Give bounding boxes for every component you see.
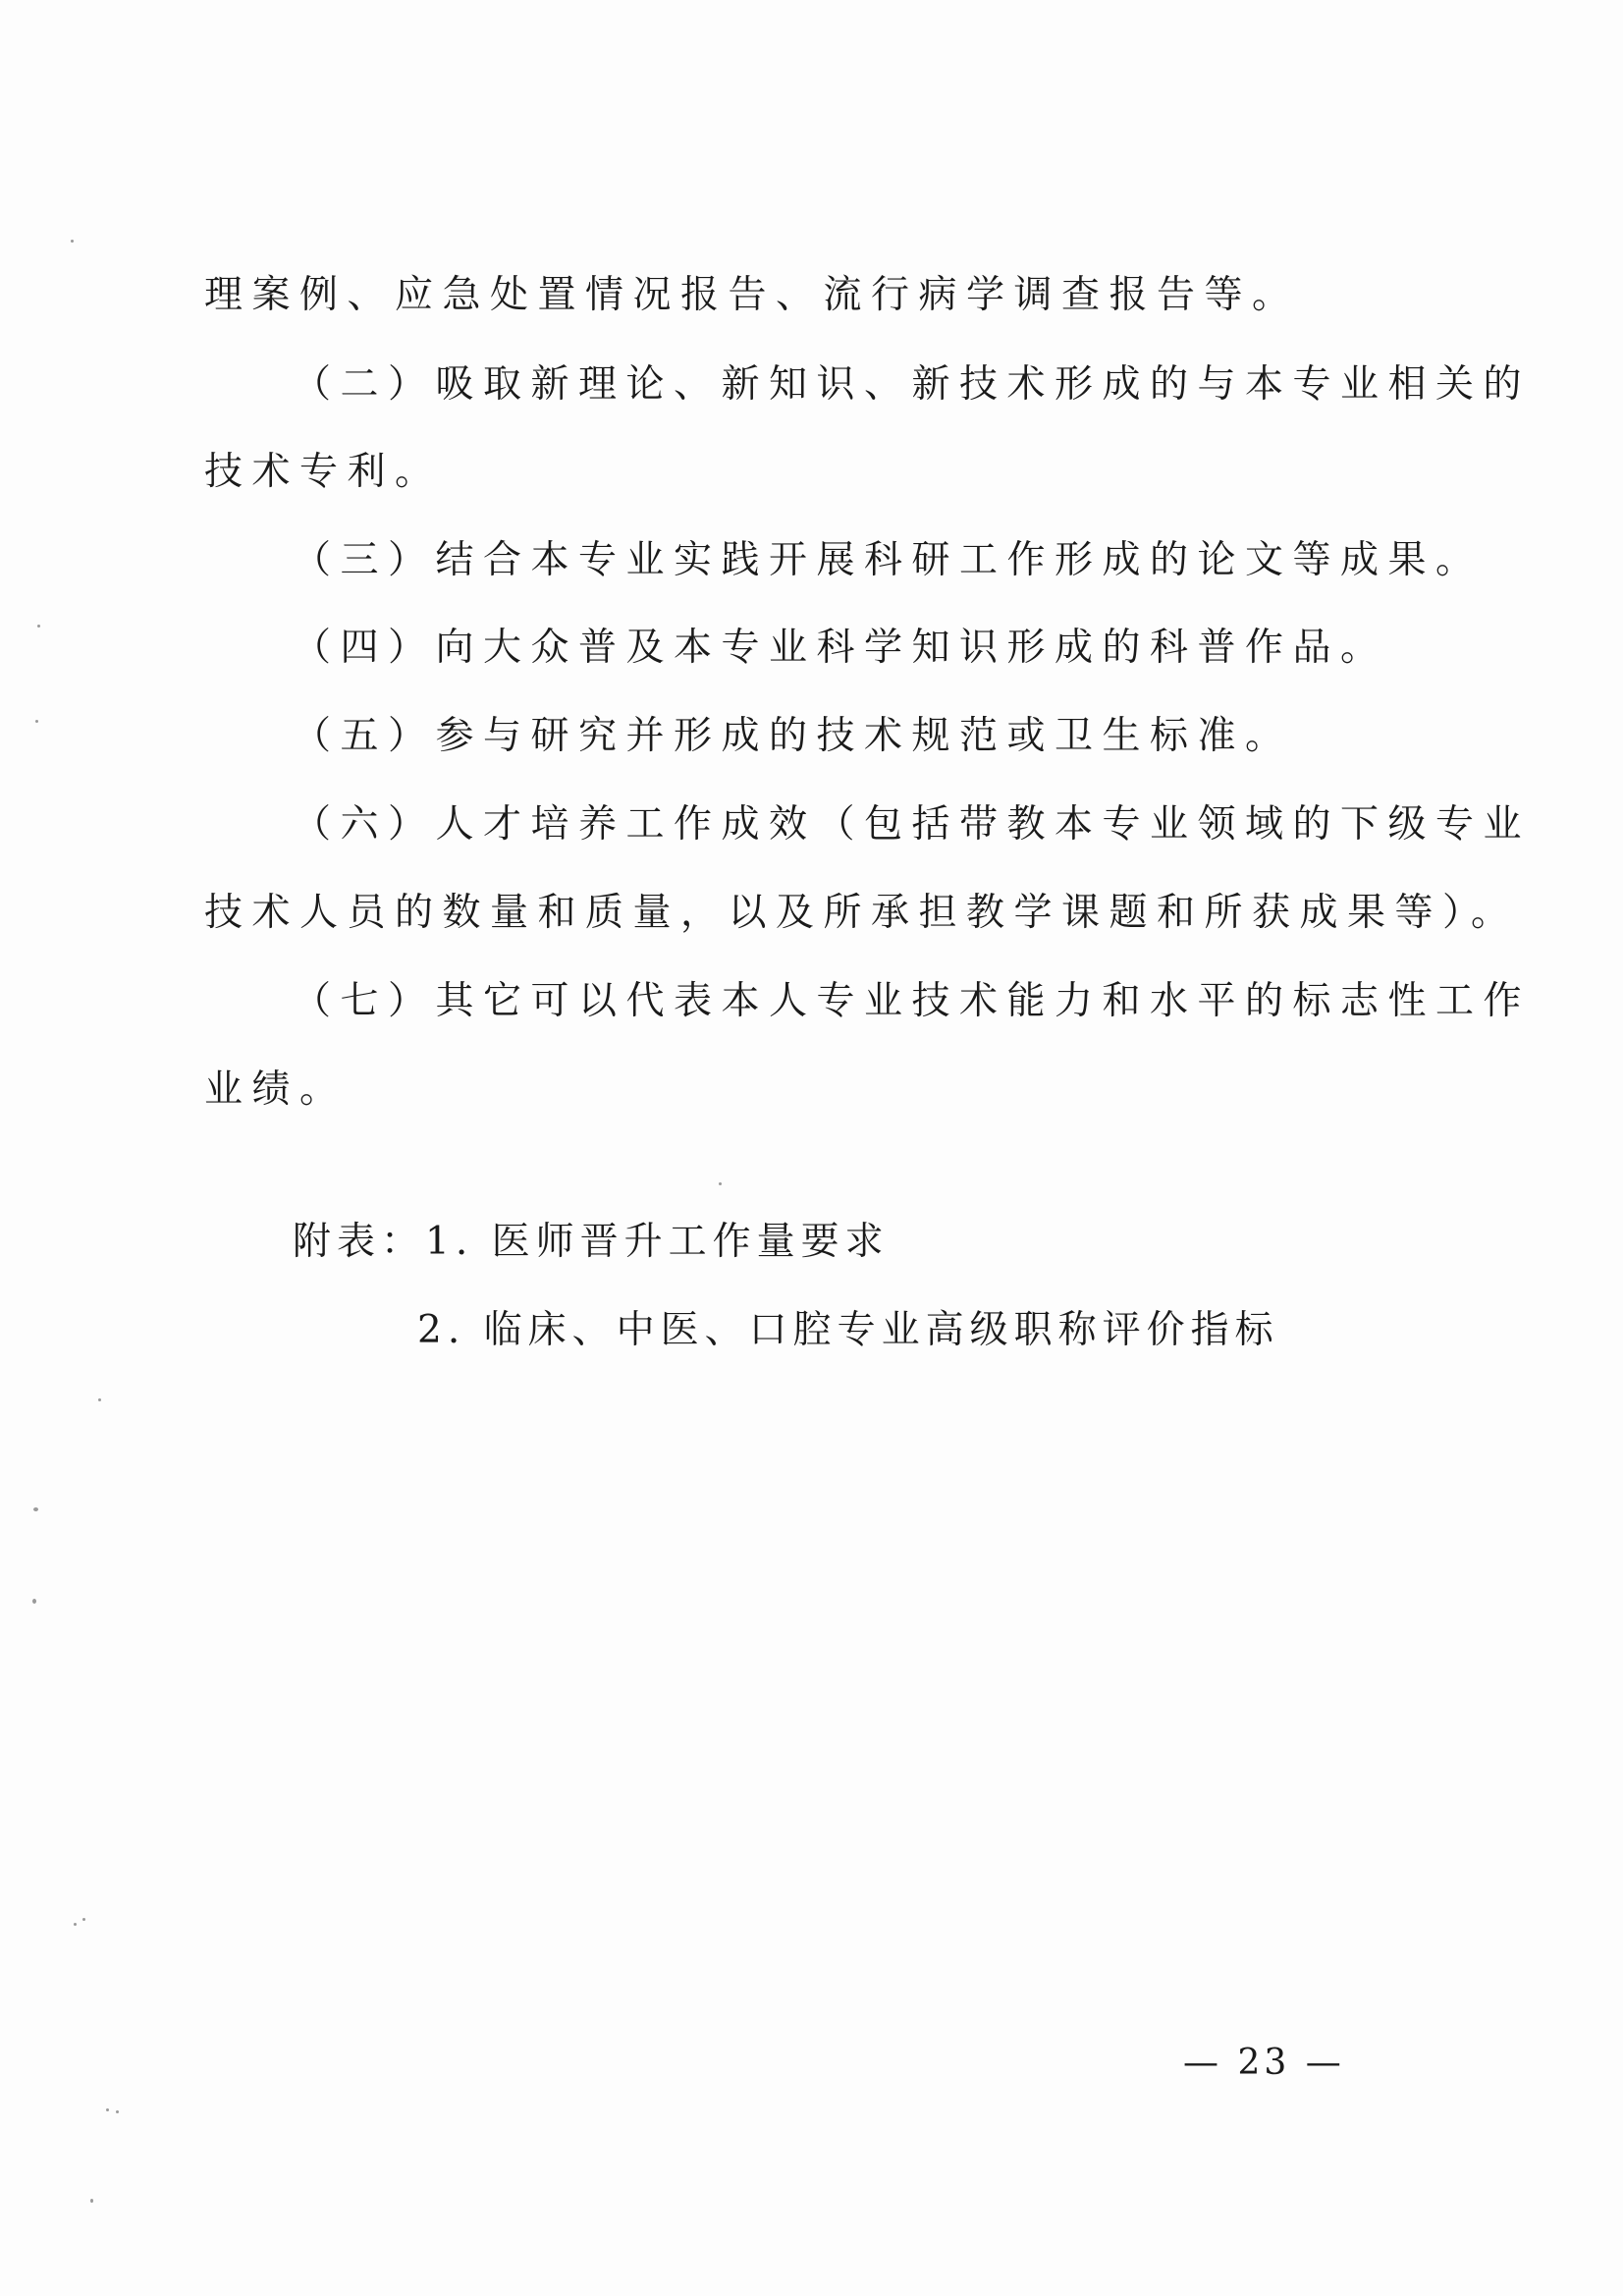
body-line-9: （七）其它可以代表本人专业技术能力和水平的标志性工作 bbox=[293, 979, 1532, 1023]
scan-speck bbox=[106, 2108, 109, 2111]
body-line-8: 技术人员的数量和质量，以及所承担教学课题和所获成果等）。 bbox=[204, 891, 1519, 935]
scan-speck bbox=[71, 240, 74, 243]
body-line-2: （二）吸取新理论、新知识、新技术形成的与本专业相关的 bbox=[293, 362, 1532, 407]
scan-speck bbox=[98, 1398, 101, 1401]
scan-speck bbox=[33, 1507, 38, 1511]
annex-item-2: 2. 临床、中医、口腔专业高级职称评价指标 bbox=[417, 1308, 1279, 1352]
body-line-7: （六）人才培养工作成效（包括带教本专业领域的下级专业 bbox=[293, 802, 1532, 847]
scan-speck bbox=[116, 2110, 119, 2113]
scan-speck bbox=[35, 720, 38, 723]
scan-speck bbox=[74, 1923, 77, 1926]
scan-speck bbox=[37, 625, 40, 628]
body-line-1: 理案例、应急处置情况报告、流行病学调查报告等。 bbox=[204, 273, 1300, 317]
scan-speck bbox=[719, 1182, 722, 1185]
body-line-3: 技术专利。 bbox=[204, 450, 443, 494]
body-line-10: 业绩。 bbox=[204, 1067, 348, 1112]
scan-speck bbox=[90, 2199, 93, 2203]
scan-speck bbox=[32, 1599, 36, 1604]
scan-speck bbox=[82, 1918, 85, 1921]
body-line-6: （五）参与研究并形成的技术规范或卫生标准。 bbox=[293, 714, 1293, 758]
body-line-4: （三）结合本专业实践开展科研工作形成的论文等成果。 bbox=[293, 538, 1484, 582]
page-number: — 23 — bbox=[1183, 2043, 1345, 2083]
annex-item-1: 附表：1. 医师晋升工作量要求 bbox=[293, 1220, 890, 1264]
body-line-5: （四）向大众普及本专业科学知识形成的科普作品。 bbox=[293, 626, 1388, 670]
